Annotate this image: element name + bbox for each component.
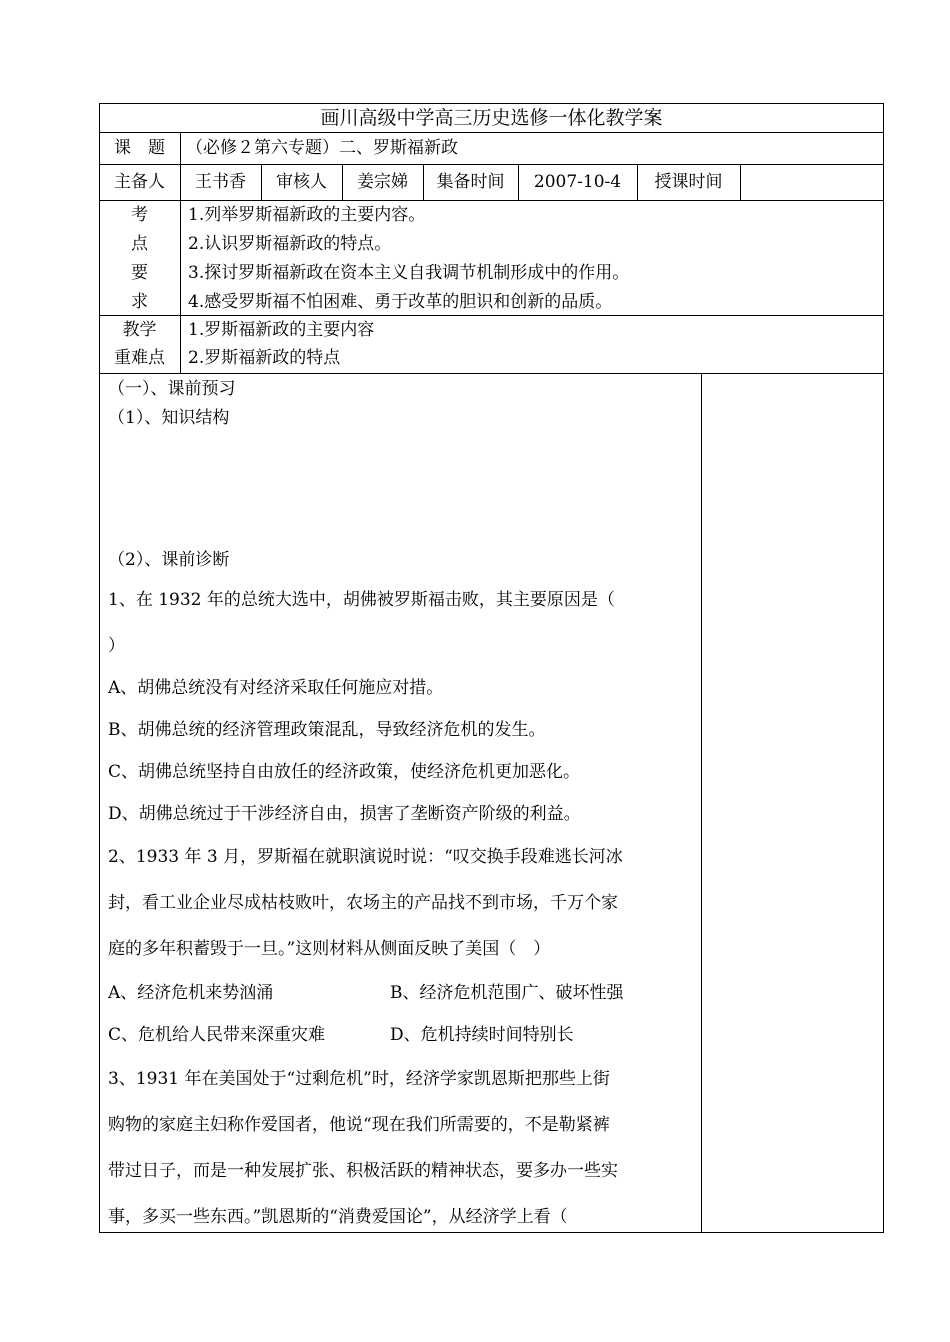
answer-option: C、危机给人民带来深重灾难 [108, 1025, 326, 1045]
notes-column-divider [701, 373, 702, 1233]
question-stem: 事，多买一些东西。”凯恩斯的“消费爱国论”，从经济学上看（ [108, 1207, 568, 1227]
key-points-label: 教学 [122, 320, 157, 340]
exam-point-item: 1.列举罗斯福新政的主要内容。 [188, 205, 426, 225]
key-points-label: 重难点 [114, 348, 165, 368]
answer-option: B、胡佛总统的经济管理政策混乱，导致经济危机的发生。 [108, 720, 546, 740]
exam-points-label-char: 考 [131, 205, 148, 225]
question-stem: 2、1933 年 3 月，罗斯福在就职演说时说：“叹交换手段难逃长河冰 [108, 847, 623, 867]
question-stem: 带过日子，而是一种发展扩张、积极活跃的精神状态，要多办一些实 [108, 1161, 618, 1181]
exam-point-item: 2.认识罗斯福新政的特点。 [188, 234, 392, 254]
question-stem: 购物的家庭主妇称作爱国者，他说“现在我们所需要的，不是勒紧裤 [108, 1115, 610, 1135]
question-stem: ） [108, 636, 125, 656]
key-point-item: 1.罗斯福新政的主要内容 [188, 320, 375, 340]
page-title: 画川高级中学高三历史选修一体化教学案 [320, 107, 663, 129]
answer-option: B、经济危机范围广、破坏性强 [390, 983, 624, 1003]
exam-point-item: 4.感受罗斯福不怕困难、勇于改革的胆识和创新的品质。 [188, 292, 613, 312]
question-stem: 3、1931 年在美国处于“过剩危机”时，经济学家凯恩斯把那些上街 [108, 1069, 610, 1089]
prep-date: 2007-10-4 [533, 172, 622, 192]
section-heading: （一）、课前预习 [108, 379, 236, 399]
exam-points-label-char: 求 [131, 292, 148, 312]
reviewer-name: 姜宗娣 [357, 172, 408, 192]
question-stem: 封，看工业企业尽成枯枝败叶，农场主的产品找不到市场，千万个家 [108, 893, 618, 913]
subsection-heading: （1）、知识结构 [108, 408, 230, 428]
teach-time-label: 授课时间 [654, 172, 723, 192]
answer-option: A、经济危机来势汹涌 [108, 983, 274, 1003]
exam-points-label-char: 点 [131, 234, 148, 254]
answer-option: C、胡佛总统坚持自由放任的经济政策，使经济危机更加恶化。 [108, 762, 581, 782]
row-divider [99, 373, 884, 374]
topic-value: （必修２第六专题）二、罗斯福新政 [186, 138, 458, 158]
row-divider [99, 200, 884, 201]
exam-points-label-char: 要 [131, 263, 148, 283]
row-divider [99, 164, 884, 165]
column-divider [180, 132, 181, 373]
subsection-heading: （2）、课前诊断 [108, 550, 230, 570]
exam-point-item: 3.探讨罗斯福新政在资本主义自我调节机制形成中的作用。 [188, 263, 630, 283]
question-stem: 1、在 1932 年的总统大选中，胡佛被罗斯福击败，其主要原因是（ [108, 590, 615, 610]
column-divider [740, 164, 741, 200]
preparer-name: 王书香 [195, 172, 246, 192]
reviewer-label: 审核人 [276, 172, 327, 192]
prep-time-label: 集备时间 [436, 172, 505, 192]
preparer-label: 主备人 [114, 172, 165, 192]
answer-option: A、胡佛总统没有对经济采取任何施应对措。 [108, 678, 444, 698]
answer-option: D、胡佛总统过于干涉经济自由，损害了垄断资产阶级的利益。 [108, 804, 581, 824]
row-divider [99, 132, 884, 133]
key-point-item: 2.罗斯福新政的特点 [188, 348, 341, 368]
answer-option: D、危机持续时间特别长 [390, 1025, 574, 1045]
question-stem: 庭的多年积蓄毁于一旦。”这则材料从侧面反映了美国（ ） [108, 939, 551, 959]
row-divider [99, 315, 884, 316]
topic-label: 课 题 [114, 138, 165, 158]
